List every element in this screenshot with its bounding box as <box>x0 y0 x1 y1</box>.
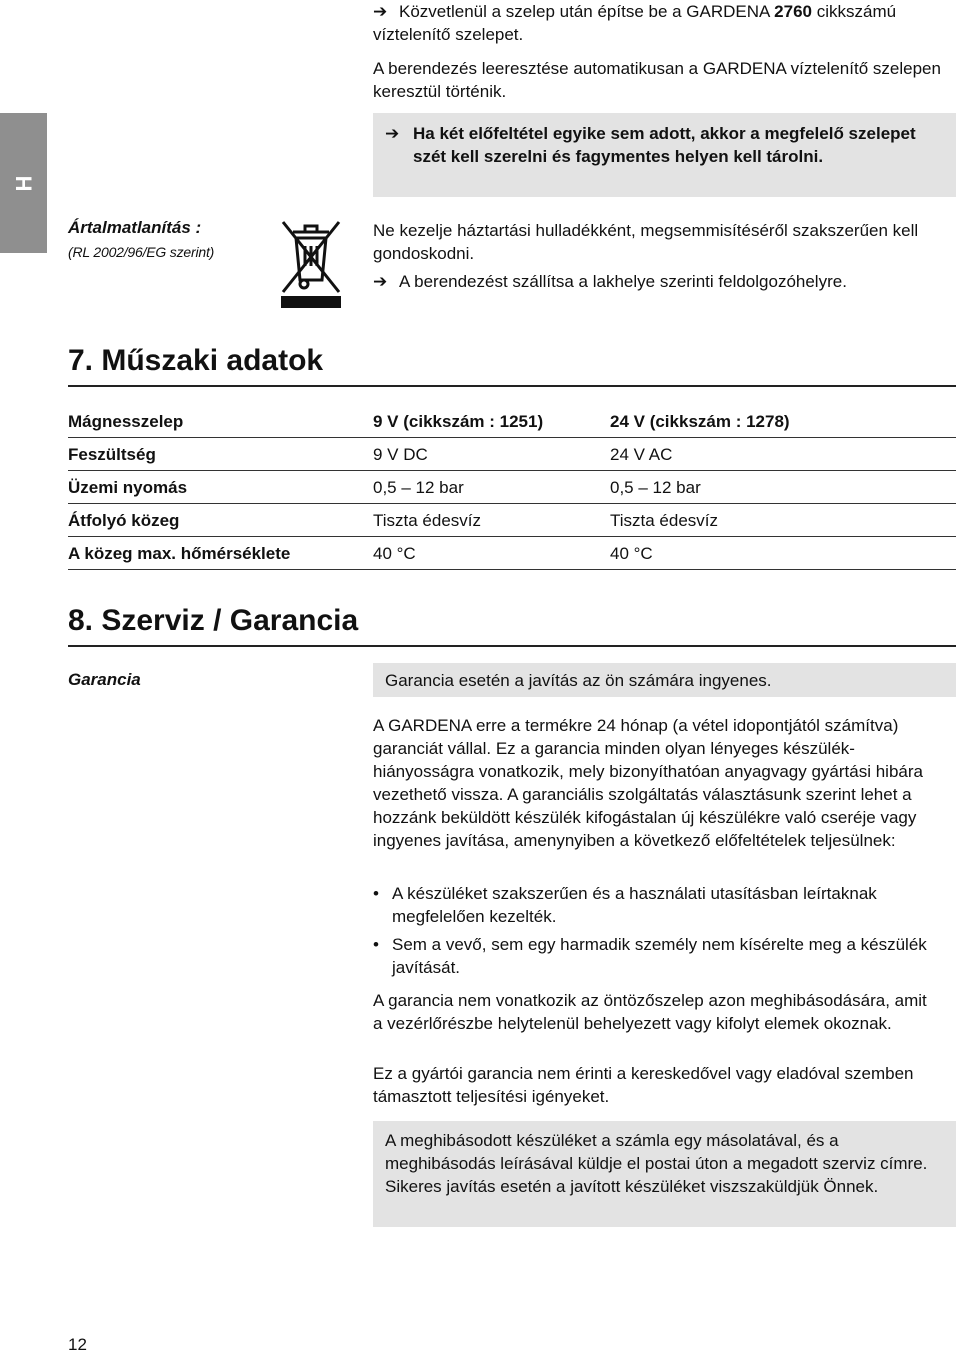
spec-table <box>68 405 956 570</box>
step-install-drain-valve: ➔ Közvetlenül a szelep után építse be a GARDENA 2760 cikkszámú víztelenítő szelepet. <box>373 2 897 44</box>
section-8-rule <box>68 645 956 647</box>
section-7-rule <box>68 385 956 387</box>
table-cell: A közeg max. hőmérséklete <box>68 544 291 563</box>
disposal-sublabel: (RL 2002/96/EG szerint) <box>68 244 215 260</box>
table-cell: Feszültség <box>68 445 156 464</box>
list-item: • Sem a vevő, sem egy harmadik személy nem kísérelte meg a készülék javítását. <box>373 933 933 979</box>
table-cell: 0,5 – 12 bar <box>373 478 464 497</box>
table-cell: 24 V AC <box>610 445 673 464</box>
shipping-text: A meghibásodott készüléket a számla egy másolatával, és a meghibásodás leírásával küldje el postai úton a megadott szerviz címre. Sikeres javítás esetén a javított készüléket viszszaküldjük Önnek. <box>385 1131 928 1196</box>
table-cell: 40 °C <box>373 544 416 563</box>
table-cell: Mágnesszelep <box>68 412 184 431</box>
row-divider <box>68 437 956 438</box>
arrow-icon: ➔ <box>373 272 388 291</box>
table-cell: Átfolyó közeg <box>68 511 180 530</box>
page-number: 12 <box>68 1335 87 1354</box>
guarantee-highlight-box <box>373 663 956 697</box>
guarantee-label: Garancia <box>68 670 141 689</box>
dealer-rights-paragraph: Ez a gyártói garancia nem érinti a kereskedővel vagy eladóval szemben támasztott teljesítési igényeket. <box>373 1064 914 1106</box>
table-cell: 24 V (cikkszám : 1278) <box>610 412 790 431</box>
language-tab: H <box>0 113 47 253</box>
table-row <box>68 471 956 504</box>
guarantee-paragraph: A GARDENA erre a termékre 24 hónap (a vétel idopontjától számítva) garanciát vállal. Ez a garancia minden olyan lényeges készülék-hiányosságra vonatkozik, mely bizonyíthatóan anyagvagy gyártási hibára vezethető vissza. A garanciális szolgáltatás választásunk szerint lehet a hozzánk beküldött készülék kifogástalan új készülékre való cseréje vagy ingyenes javítása, amenynyiben a következő előfeltételek teljesülnek: <box>373 716 923 850</box>
disposal-label: Ártalmatlanítás : <box>68 218 202 237</box>
table-row <box>68 537 956 570</box>
exclusion-paragraph: A garancia nem vonatkozik az öntözőszelep azon meghibásodására, amit a vezérlőrészbe helytelenül behelyezett vagy kifolyt elemek okoznak. <box>373 991 927 1033</box>
row-divider <box>68 470 956 471</box>
section-7-title: 7. Műszaki adatok <box>68 344 324 377</box>
drain-note: A berendezés leeresztése automatikusan a GARDENA víztelenítő szelepen keresztül történik. <box>373 59 941 101</box>
arrow-icon: ➔ <box>385 124 400 143</box>
part-number: 2760 <box>774 2 812 21</box>
warning-box <box>373 113 956 197</box>
table-cell: Tiszta édesvíz <box>373 511 482 530</box>
section-8-title: 8. Szerviz / Garancia <box>68 604 359 637</box>
row-divider <box>68 536 956 537</box>
condition-list <box>373 882 933 984</box>
table-cell: 9 V (cikkszám : 1251) <box>373 412 544 431</box>
weee-crossed-bin-icon <box>279 214 343 310</box>
table-row <box>68 438 956 471</box>
table-row <box>68 504 956 537</box>
row-divider <box>68 569 956 570</box>
table-header-row <box>68 405 956 438</box>
guarantee-highlight: Garancia esetén a javítás az ön számára ingyenes. <box>385 671 772 690</box>
disposal-step: ➔ A berendezést szállítsa a lakhelye szerinti feldolgozóhelyre. <box>373 272 847 291</box>
warning-text: Ha két előfeltétel egyike sem adott, akkor a megfelelő szelepet szét kell szerelni és fagymentes helyen kell tárolni. <box>413 124 916 166</box>
table-cell: Üzemi nyomás <box>68 478 188 497</box>
table-cell: 0,5 – 12 bar <box>610 478 701 497</box>
shipping-box <box>373 1121 956 1227</box>
table-cell: 40 °C <box>610 544 653 563</box>
list-item: • A készüléket szakszerűen és a használati utasításban leírtaknak megfelelően kezelték. <box>373 882 933 928</box>
disposal-text: Ne kezelje háztartási hulladékként, megsemmisítéséről szakszerűen kell gondoskodni. <box>373 221 919 263</box>
table-cell: Tiszta édesvíz <box>610 511 719 530</box>
arrow-icon: ➔ <box>373 2 388 21</box>
table-cell: 9 V DC <box>373 445 428 464</box>
row-divider <box>68 503 956 504</box>
